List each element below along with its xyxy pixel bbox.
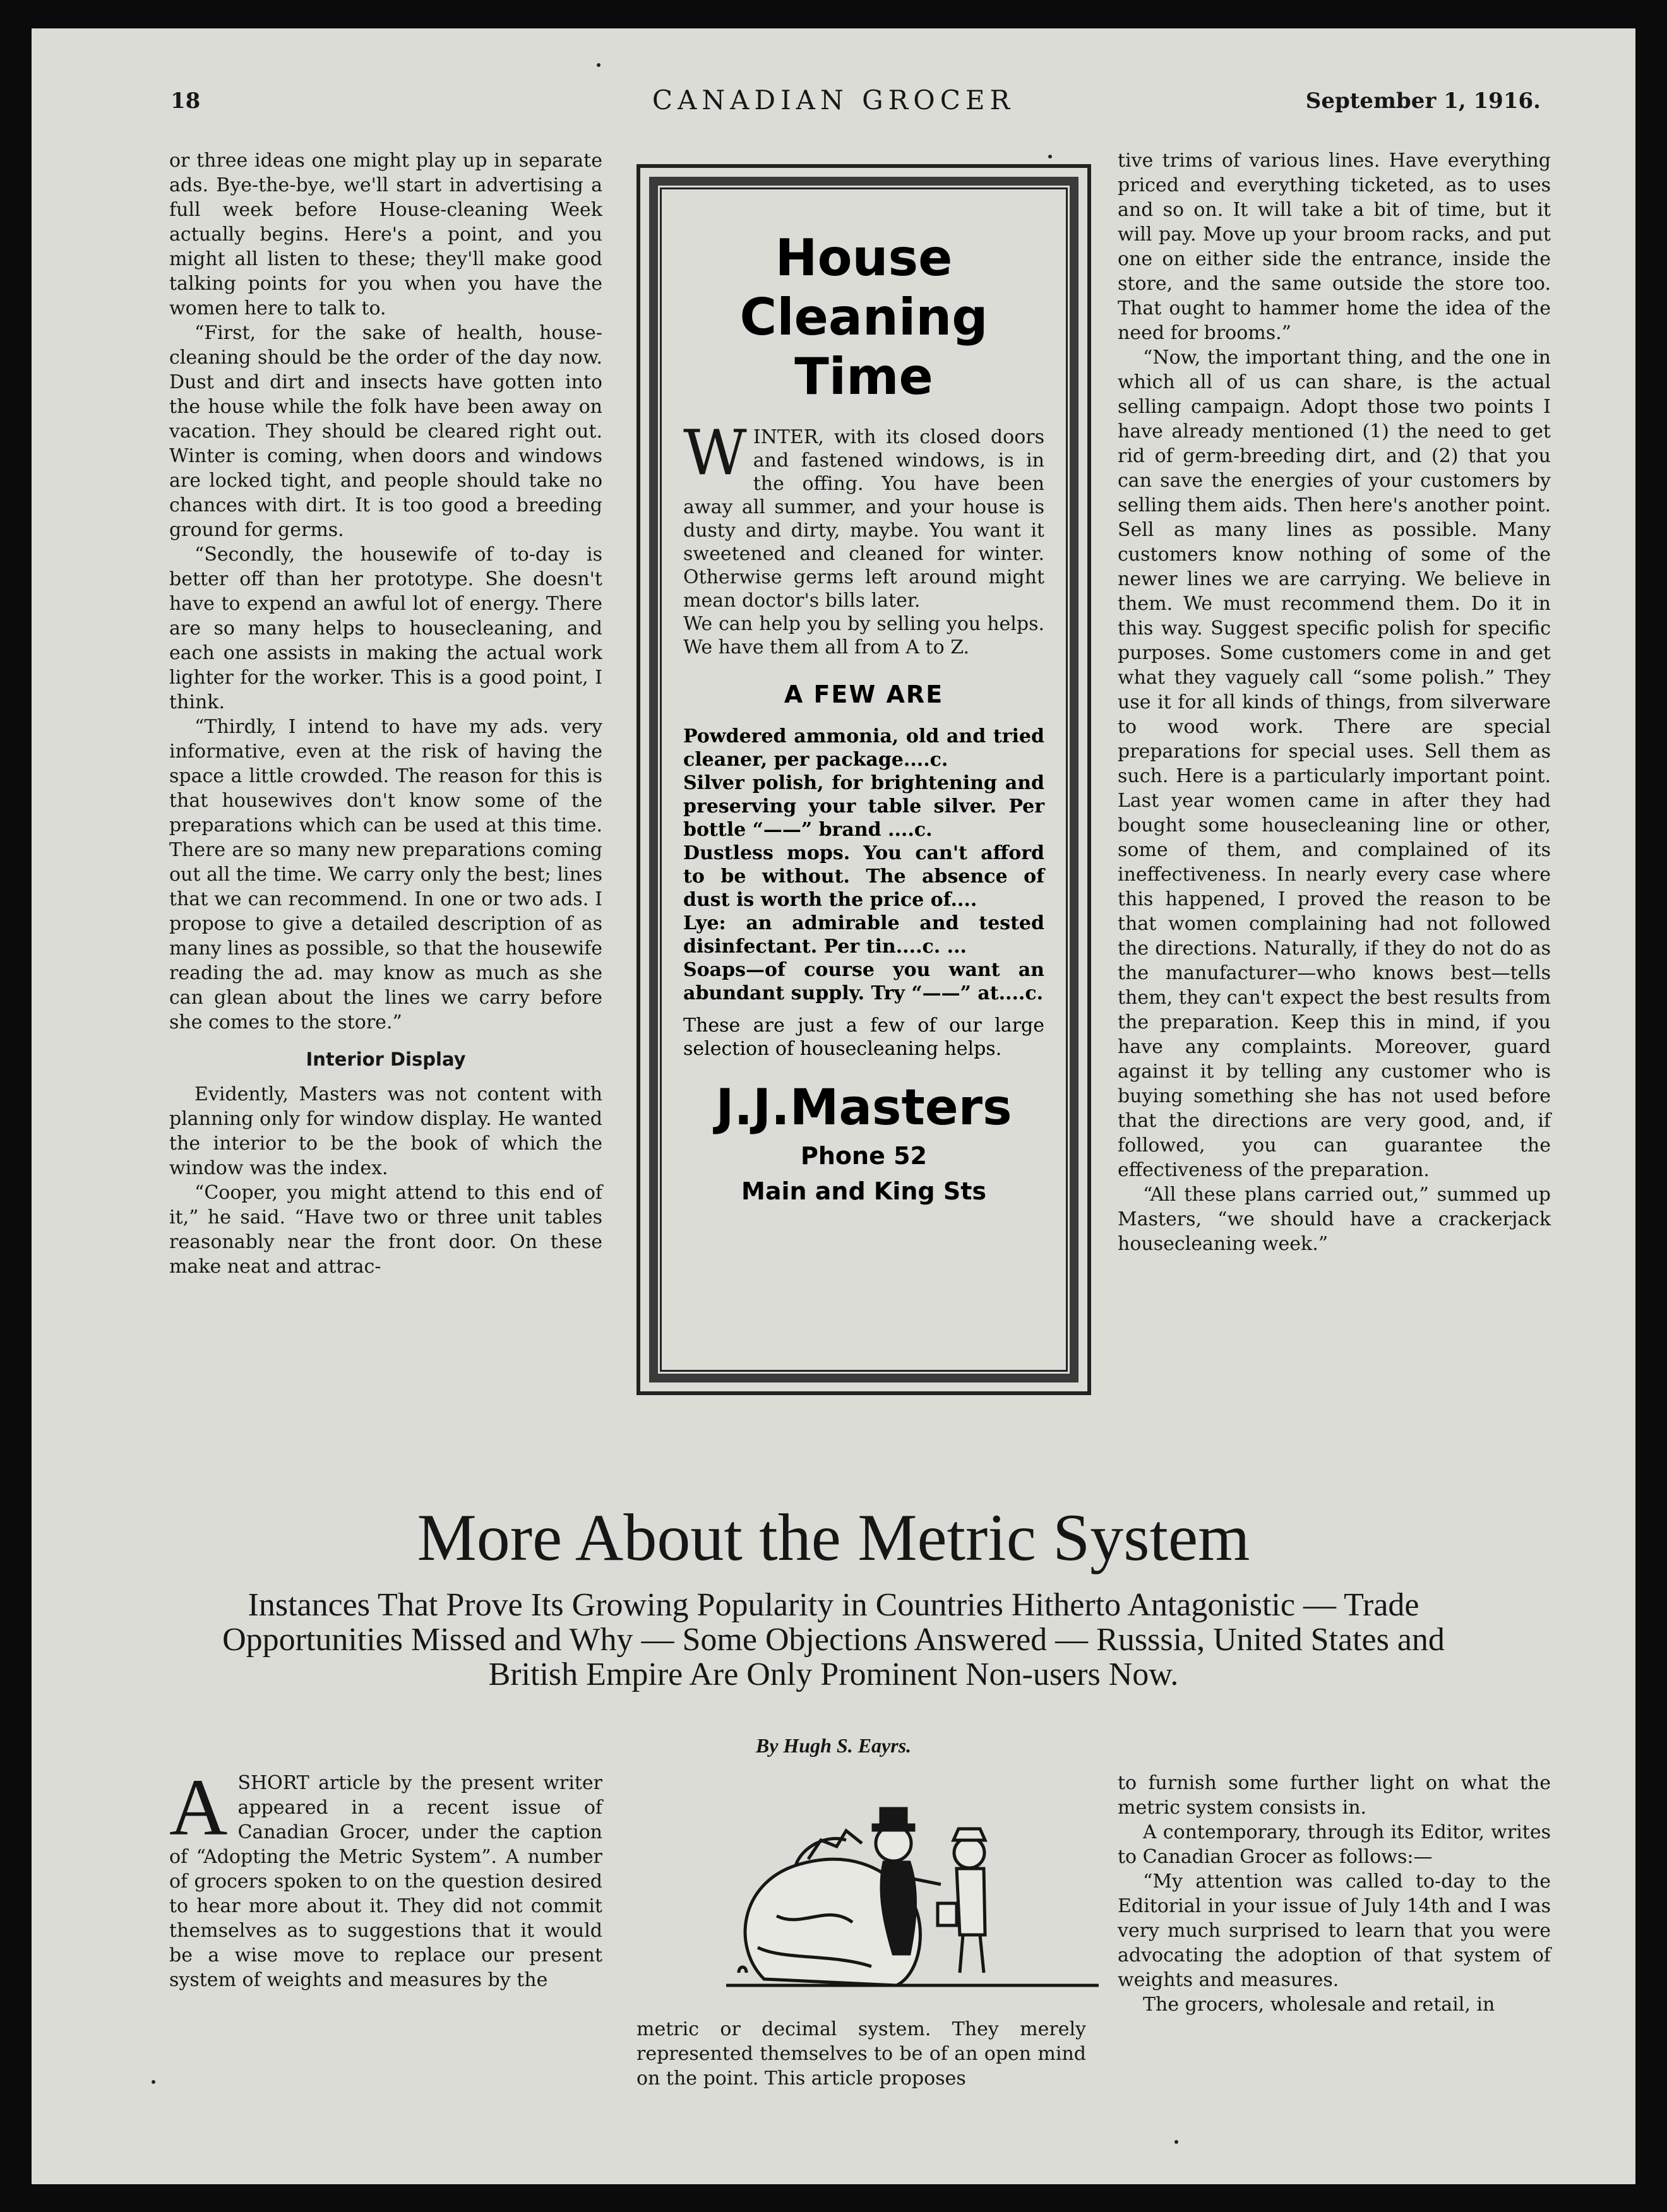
ad-item: Powdered ammonia, old and tried cleaner, per package....c. bbox=[683, 725, 1044, 771]
article-headline: More About the Metric System bbox=[417, 1501, 1250, 1574]
store-name: J.J.Masters bbox=[715, 1079, 1012, 1136]
paragraph: The grocers, wholesale and retail, in bbox=[1143, 1994, 1495, 2016]
ad-subhead: A FEW ARE bbox=[784, 681, 944, 708]
article-column-2 bbox=[636, 2017, 1086, 2091]
masthead: CANADIAN GROCER bbox=[652, 85, 1015, 116]
bag-and-figures-illustration bbox=[720, 1790, 1111, 2011]
ad-intro-text: INTER, with its closed doors and fastened windows, is in the offing. You have been away all summer, and your house is dusty and dirty, maybe. You want it sweetened and cleaned for winter. Otherwise germs left around might mean doctor's bills later. bbox=[683, 426, 1044, 612]
issue-date: September 1, 1916. bbox=[1305, 88, 1541, 114]
paragraph bbox=[169, 1763, 602, 1992]
ad-item: Soaps—of course you want an abundant supply. Try “——” at....c. bbox=[683, 959, 1044, 1004]
ad-border bbox=[649, 177, 1078, 1382]
page-number: 18 bbox=[170, 88, 201, 114]
newspaper-page bbox=[32, 28, 1635, 2184]
article-column-1 bbox=[169, 1763, 602, 1992]
paragraph: tive trims of various lines. Have everything priced and everything ticketed, as to uses and so on. It will take a bit of time, but it will pay. Move up your broom racks, and put one on either side the entrance, inside the store, and the same outside the store too. That ought to hammer home the idea of the need for brooms.” bbox=[1118, 150, 1551, 344]
ad-item: Lye: an admirable and tested disinfectant. Per tin....c. ... bbox=[683, 912, 1044, 958]
ad-item: Dustless mops. You can't afford to be without. The absence of dust is worth the price of.... bbox=[683, 842, 1044, 911]
paragraph: “Now, the important thing, and the one in which all of us can share, is the actual selling campaign. Adopt those two points I have already mentioned (1) the need to get rid of germ-breeding dirt, and (2) that you can save the energies of your customers by selling them aids. Then here's another point. Sell as many lines as possible. Many customers know nothing of some of the newer lines we are carrying. We believe in them. We must recommend them. Do it in this way. Suggest specific polish for specific purposes. Some customers come in and get what they vaguely call “some polish.” They use it for all kinds of things, from silverware to wood work. There are special preparations for special uses. Sell them as such. Here is a particularly important point. Last year women came in after they had bought some housecleaning line or other, some of them, and complained of its ineffectiveness. In nearly every case where this happened, I proved the reason to be that women complaining had not followed the directions. Naturally, if they do not do as the manufacturer—who knows best—tells them, they can't expect the best results from the preparation. Keep this in mind, if you have any complaints. Moreover, guard against it by telling any customer who is buying something she has not used before that the directions are very good, and, if followed, you can guarantee the effectiveness of the preparation. bbox=[1118, 347, 1551, 1181]
left-column bbox=[169, 148, 602, 1279]
ad-title: House Cleaning Time bbox=[739, 229, 988, 406]
ad-item-list bbox=[683, 725, 1044, 1005]
ad-item: Silver polish, for brightening and preserving your table silver. Per bottle “——” brand ....c. bbox=[683, 772, 1044, 841]
paragraph: “First, for the sake of health, house-cleaning should be the order of the day now. Dust and dirt and insects have gotten into the house while the folk have been away on vacation. They should be cleared right out. Winter is coming, when doors and windows are locked tight, and people should take no chances with dirt. It is too good a breeding ground for germs. bbox=[169, 322, 602, 541]
paragraph: “My attention was called to-day to the Editorial in your issue of July 14th and I was very much surprised to learn that you were advocating the adoption of that system of weights and measures. bbox=[1118, 1870, 1551, 1991]
print-speck bbox=[152, 2080, 155, 2084]
paragraph: “Thirdly, I intend to have my ads. very informative, even at the risk of having the space a little crowded. The reason for this is that housewives don't know some of the preparations which can be used at this time. There are so many new preparations coming out all the time. We carry only the best; lines that we can recommend. In one or two ads. I propose to give a detailed description of as many lines as possible, so that the housewife reading the ad. may know as much as she can glean about the lines we carry before she comes to the store.” bbox=[169, 716, 602, 1033]
ad-help-text: We can help you by selling you helps. We have them all from A to Z. bbox=[683, 613, 1044, 658]
article-col1-text: SHORT article by the present writer appeared in a recent issue of Canadian Grocer, under the caption of “Adopting the Metric System”. A number of grocers spoken to on the question desired to hear more about it. They did not commit themselves as to suggestions that it would be a wise move to replace our present system of weights and measures by the bbox=[169, 1772, 602, 1991]
page-header bbox=[32, 85, 1635, 126]
article-deck: Instances That Prove Its Growing Popularity in Countries Hitherto Antagonistic — Trade Opportunities Missed and Why — Some Objections Answered — Russsia, United States and British Empire Are Only Prominent Non-users Now. bbox=[222, 1587, 1445, 1692]
paragraph: to furnish some further light on what the metric system consists in. bbox=[1118, 1772, 1551, 1819]
print-speck bbox=[1048, 155, 1052, 158]
house-cleaning-advertisement bbox=[636, 164, 1091, 1395]
paragraph: Evidently, Masters was not content with planning only for window display. He wanted the interior to be the book of which the window was the index. bbox=[169, 1083, 602, 1179]
paragraph: “Secondly, the housewife of to-day is better off than her prototype. She doesn't have to expend an awful lot of energy. There are so many helps to housecleaning, and each one assists in making the actual work lighter for the worker. This is a good point, I think. bbox=[169, 544, 602, 713]
paragraph: “Cooper, you might attend to this end of it,” he said. “Have two or three unit tables reasonably near the front door. On these make neat and attrac- bbox=[169, 1182, 602, 1278]
store-phone: Phone 52 bbox=[801, 1142, 927, 1170]
paragraph: metric or decimal system. They merely represented themselves to be of an open mind on the point. This article proposes bbox=[636, 2018, 1086, 2090]
ad-intro bbox=[683, 417, 1044, 612]
right-column bbox=[1118, 148, 1551, 1256]
paragraph: “All these plans carried out,” summed up Masters, “we should have a crackerjack housecleaning week.” bbox=[1118, 1184, 1551, 1255]
print-speck bbox=[597, 63, 600, 67]
article-byline: By Hugh S. Eayrs. bbox=[755, 1734, 912, 1757]
drop-cap: A bbox=[169, 1763, 228, 1852]
print-speck bbox=[1174, 2140, 1178, 2144]
store-address: Main and King Sts bbox=[741, 1177, 986, 1205]
subheading-interior-display: Interior Display bbox=[306, 1049, 466, 1070]
ad-closing: These are just a few of our large selection of housecleaning helps. bbox=[683, 1014, 1044, 1060]
article-column-3 bbox=[1118, 1771, 1551, 2017]
paragraph: A contemporary, through its Editor, writes to Canadian Grocer as follows:— bbox=[1118, 1821, 1551, 1868]
paragraph: or three ideas one might play up in separate ads. Bye-the-bye, we'll start in advertising a full week before House-cleaning Week actually begins. Here's a point, and you might all listen to these; they'll make good talking points for you when you have the women here to talk to. bbox=[169, 150, 602, 319]
drop-cap: W bbox=[683, 417, 747, 489]
